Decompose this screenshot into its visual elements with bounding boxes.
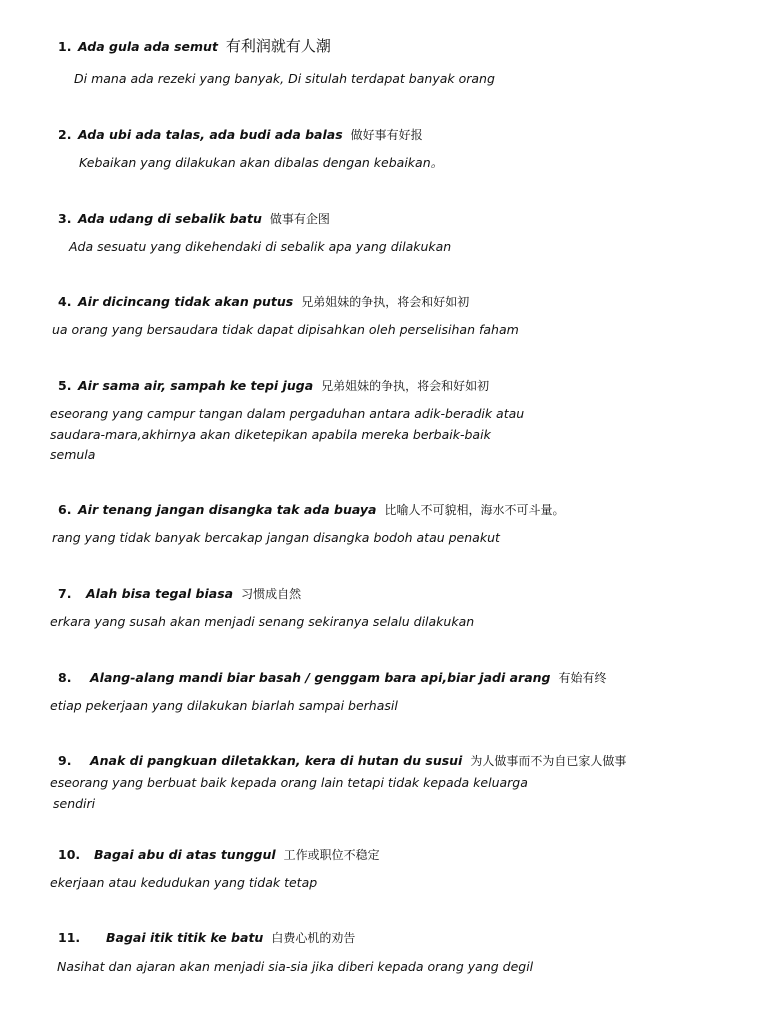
entry-proverb: Ada ubi ada talas, ada budi ada balas [77,127,343,142]
entry-number: 8. [58,670,72,685]
entry-heading-10 [58,846,380,864]
entry-chinese: 做好事有好报 [350,128,423,142]
entry-proverb: Ada gula ada semut [77,39,218,54]
entry-meaning-9 [50,773,528,814]
entry-meaning-4 [52,320,519,341]
entry-heading-2 [58,126,423,144]
entry-number: 7. [58,586,72,601]
entry-number: 2. [58,127,72,142]
entry-chinese: 兄弟姐妹的争执，将会和好如初 [321,379,490,393]
entry-chinese: 工作或职位不稳定 [283,848,380,862]
entry-proverb: Alah bisa tegal biasa [85,586,234,601]
entry-proverb: Air sama air, sampah ke tepi juga [77,378,314,393]
entry-heading-7 [58,585,301,603]
meaning-line: Kebaikan yang dilakukan akan dibalas dengan kebaikan。 [79,155,444,170]
entry-meaning-11 [57,957,533,978]
entry-number: 6. [58,502,72,517]
entry-number: 9. [58,753,72,768]
meaning-line: eseorang yang campur tangan dalam pergaduhan antara adik-beradik atau [50,406,525,421]
meaning-line: Ada sesuatu yang dikehendaki di sebalik apa yang dilakukan [69,239,452,254]
entry-chinese: 习惯成自然 [241,587,302,601]
meaning-line: Nasihat dan ajaran akan menjadi sia-sia jika diberi kepada orang yang degil [57,959,534,974]
entry-heading-8 [58,669,606,687]
entry-chinese: 白费心机的劝告 [271,931,356,945]
entry-number: 10. [58,847,81,862]
entry-heading-6 [58,501,564,519]
entry-heading-4 [58,293,469,311]
entry-heading-9 [58,752,626,770]
meaning-line: Di mana ada rezeki yang banyak, Di situlah terdapat banyak orang [74,71,495,86]
entry-heading-1 [58,37,331,56]
entry-number: 5. [58,378,72,393]
entry-number: 4. [58,294,72,309]
entry-heading-3 [58,210,330,228]
entry-meaning-6 [52,528,500,549]
entry-chinese: 为人做事而不为自已家人做事 [470,754,627,768]
meaning-line: semula [50,447,96,462]
meaning-line: saudara-mara,akhirnya akan diketepikan apabila mereka berbaik-baik [50,426,491,442]
entry-heading-5 [58,377,489,395]
entry-proverb: Air dicincang tidak akan putus [77,294,294,309]
entry-meaning-7 [50,612,474,633]
entry-meaning-2 [79,153,443,174]
entry-proverb: Ada udang di sebalik batu [77,211,262,226]
entry-proverb: Air tenang jangan disangka tak ada buaya [77,502,377,517]
entry-chinese: 做事有企图 [269,212,330,226]
entry-proverb: Anak di pangkuan diletakkan, kera di hutan du susui [89,753,463,768]
meaning-line: etiap pekerjaan yang dilakukan biarlah sampai berhasil [50,698,398,713]
entry-heading-11 [58,929,355,947]
meaning-line: ekerjaan atau kedudukan yang tidak tetap [50,875,318,890]
meaning-line: erkara yang susah akan menjadi senang sekiranya selalu dilakukan [50,614,475,629]
entry-number: 3. [58,211,72,226]
entry-proverb: Bagai itik titik ke batu [105,930,264,945]
entry-number: 1. [58,39,72,54]
meaning-line: rang yang tidak banyak bercakap jangan disangka bodoh atau penakut [52,530,500,545]
entry-meaning-8 [50,696,398,717]
entry-meaning-10 [50,873,317,894]
entry-chinese: 有利润就有人潮 [225,37,331,55]
entry-chinese: 比喻人不可貌相，海水不可斗量。 [384,503,565,517]
entry-meaning-1 [74,69,495,90]
meaning-line: ua orang yang bersaudara tidak dapat dipisahkan oleh perselisihan faham [52,322,519,337]
entry-proverb: Bagai abu di atas tunggul [93,847,276,862]
meaning-line: eseorang yang berbuat baik kepada orang lain tetapi tidak kepada keluarga [50,775,528,790]
entry-number: 11. [58,930,81,945]
entry-meaning-5 [50,404,524,466]
meaning-line: sendiri [53,795,96,811]
entry-chinese: 兄弟姐妹的争执，将会和好如初 [301,295,470,309]
entry-proverb: Alang-alang mandi biar basah / genggam bara api,biar jadi arang [89,670,551,685]
entry-chinese: 有始有终 [558,671,607,685]
entry-meaning-3 [69,237,451,258]
